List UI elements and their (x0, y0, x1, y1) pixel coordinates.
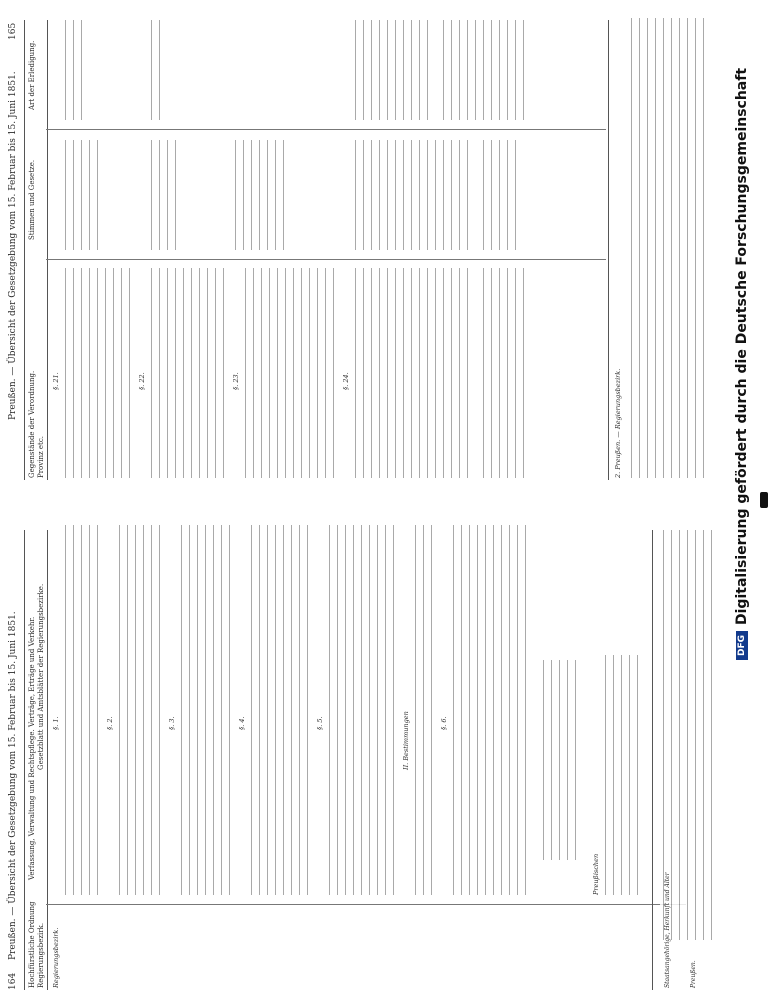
left-section-label: Regierungsbezirk. (52, 927, 60, 988)
left-paragraph-label-0: §. 1. (52, 716, 60, 730)
left-column-divider (46, 904, 686, 905)
left-text-block-3 (248, 525, 312, 895)
right-footer-label: 2. Preußen. — Regierungsbezirk. (614, 368, 622, 478)
right-paragraph-label-2: §. 23. (232, 372, 240, 390)
right-column-headers (24, 20, 48, 480)
right-text-block-0 (62, 268, 134, 478)
left-page-number: 164 (8, 972, 18, 990)
left-col-header-1: Regierungsbezirk. (37, 922, 45, 988)
left-text-block-6 (450, 525, 530, 895)
left-side-label-0: Staatsangehörige, Herkunft und Alter (664, 872, 671, 988)
right-col2-block-1 (148, 140, 180, 250)
right-col3-block-2 (352, 20, 432, 120)
digitization-credit (732, 0, 758, 1000)
left-page (0, 520, 730, 1000)
right-col-header-1: Provinz etc. (37, 436, 45, 478)
right-column-divider-1 (46, 129, 606, 130)
left-text-block-2 (178, 525, 234, 895)
right-column-divider-0 (46, 259, 606, 260)
left-footnote-label: Preußischen (592, 853, 600, 895)
left-text-block-1 (116, 525, 164, 895)
left-col-header-3: Gesetzblatt und Amtsblätter der Regierungsbezirke. (37, 583, 45, 770)
left-text-block-5 (412, 525, 436, 895)
binding-mark (760, 492, 768, 508)
right-col3-block-0 (62, 20, 86, 120)
left-text-block-7 (540, 660, 580, 860)
right-bottom-notes (628, 18, 708, 478)
left-footnote-block (602, 655, 642, 895)
left-col-header-0: Hochfürstliche Ordnung (28, 901, 36, 988)
left-side-label-1: Preußen. (690, 960, 697, 988)
digitization-credit-text: Digitalisierung gefördert durch die Deutsche Forschungsgemeinschaft (734, 67, 750, 625)
right-text-block-3 (352, 268, 472, 478)
right-page-number: 165 (8, 22, 18, 40)
right-col2-block-0 (62, 140, 102, 250)
right-col3-block-3 (440, 20, 528, 120)
left-text-block-0 (62, 525, 102, 895)
right-paragraph-label-3: §. 24. (342, 372, 350, 390)
right-text-block-4 (480, 268, 528, 478)
left-col-header-2: Verfassung, Verwaltung und Rechtspflege. Verträge, Erträge und Verkehr. (28, 616, 36, 880)
left-paragraph-label-3: §. 4. (238, 716, 246, 730)
right-col2-block-3 (352, 140, 472, 250)
left-bottom-rule (652, 530, 653, 990)
left-running-title: Preußen. — Übersicht der Gesetzgebung vom 15. Februar bis 15. Juni 1851. (8, 611, 18, 960)
right-bottom-rule (608, 20, 609, 480)
right-page (0, 10, 730, 490)
right-col3-block-1 (148, 20, 164, 120)
right-col2-block-4 (480, 140, 520, 250)
right-paragraph-label-1: §. 22. (138, 372, 146, 390)
right-col-header-3: Art der Erledigung. (28, 40, 36, 110)
left-text-block-4 (326, 525, 398, 895)
left-paragraph-label-5: §. 6. (440, 716, 448, 730)
left-paragraph-label-4: §. 5. (316, 716, 324, 730)
left-paragraph-label-1: §. 2. (106, 716, 114, 730)
left-column-headers (24, 530, 48, 990)
dfg-logo: DFG (736, 631, 748, 660)
right-col2-block-2 (232, 140, 288, 250)
right-running-title: Preußen. — Übersicht der Gesetzgebung vom 15. Februar bis 15. Juni 1851. (8, 71, 18, 420)
right-text-block-2 (242, 268, 338, 478)
left-paragraph-label-2: §. 3. (168, 716, 176, 730)
right-col-header-0: Gegenstände der Verordnung. (28, 370, 36, 478)
left-subheading: II. Bestimmungen (402, 711, 410, 770)
right-col-header-2: Stimmen und Gesetze. (28, 159, 36, 240)
right-text-block-1 (148, 268, 228, 478)
right-paragraph-label-0: §. 21. (52, 372, 60, 390)
